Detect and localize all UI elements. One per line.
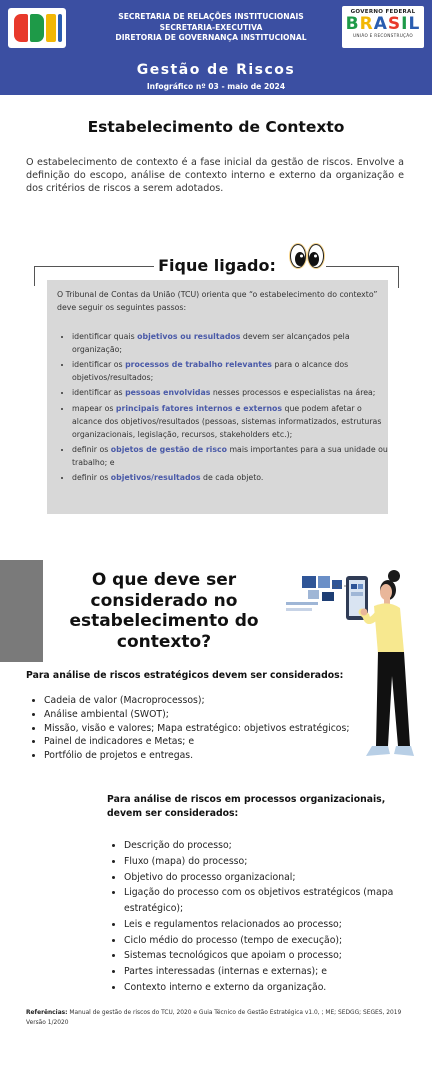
eyes-icon bbox=[287, 241, 327, 271]
references-text: Manual de gestão de riscos do TCU, 2020 e Guia Técnico de Gestão Estratégica v1.0, ; ME; SEDGG; SEGES, 2019 Versão 1/2020 bbox=[26, 1010, 402, 1026]
governo-federal-logo bbox=[342, 6, 424, 48]
section-title-contexto: Estabelecimento de Contexto bbox=[87, 118, 345, 136]
header-line-1: SECRETARIA DE RELAÇÕES INSTITUCIONAIS bbox=[118, 12, 304, 21]
gov-logo-bottom: UNIÃO E RECONSTRUÇÃO bbox=[353, 33, 413, 38]
list-item: • Fluxo (mapa) do processo; bbox=[124, 854, 424, 870]
frame-line-left-vertical bbox=[34, 266, 35, 286]
list-item: • Sistemas tecnológicos que apoiam o processo; bbox=[124, 948, 424, 964]
strategic-risks-lead: Para análise de riscos estratégicos devem ser considerados: bbox=[26, 670, 344, 681]
list-item: • definir os objetos de gestão de risco mais importantes para a sua unidade ou trabalho; e bbox=[72, 443, 394, 469]
list-item: • Partes interessadas (internas e externas); e bbox=[124, 964, 424, 980]
list-item: • identificar quais objetivos ou resultados devem ser alcançados pela organização; bbox=[72, 330, 394, 356]
list-item: • Leis e regulamentos relacionados ao processo; bbox=[124, 917, 424, 933]
decorative-grey-block bbox=[0, 560, 43, 662]
tcu-intro-text: O Tribunal de Contas da União (TCU) orienta que “o estabelecimento do contexto” deve seguir os seguintes passos: bbox=[57, 290, 378, 312]
list-item: • Painel de indicadores e Metas; e bbox=[44, 735, 374, 749]
intro-paragraph: O estabelecimento de contexto é a fase inicial da gestão de riscos. Envolve a definição do escopo, análise de contexto interno e externo da organização e dos critérios de riscos a serem adotados. bbox=[26, 157, 404, 194]
page-title: Gestão de Riscos bbox=[136, 62, 296, 78]
list-item: • Ciclo médio do processo (tempo de execução); bbox=[124, 933, 424, 949]
header-line-2: SECRETARIA-EXECUTIVA bbox=[159, 22, 263, 32]
references bbox=[26, 1008, 411, 1028]
frame-line-right-vertical bbox=[398, 266, 399, 288]
list-item: • identificar os processos de trabalho relevantes para o alcance dos objetivos/resultados; bbox=[72, 358, 394, 384]
list-item: • mapear os principais fatores internos e externos que podem afetar o alcance dos objetivos/resultados (pessoas, sistemas informatizados, estruturas organizacionais, legislação, recursos, stakeholders etc.); bbox=[72, 402, 394, 441]
frame-line-left bbox=[34, 266, 154, 267]
fique-ligado-title: Fique ligado: bbox=[158, 256, 276, 275]
header-institution-lines bbox=[86, 12, 336, 44]
gov-logo-main: BRASIL bbox=[345, 14, 421, 34]
process-risks-lead: Para análise de riscos em processos organizacionais, devem ser considerados: bbox=[107, 794, 386, 819]
list-item: • Análise ambiental (SWOT); bbox=[44, 708, 374, 722]
list-item: • Contexto interno e externo da organização. bbox=[124, 980, 424, 996]
list-item: • Ligação do processo com os objetivos estratégicos (mapa estratégico); bbox=[124, 885, 424, 916]
list-item: • Cadeia de valor (Macroprocessos); bbox=[44, 694, 374, 708]
process-risks-list bbox=[110, 838, 424, 996]
frame-line-right bbox=[326, 266, 399, 267]
list-item: • Portfólio de projetos e entregas. bbox=[44, 749, 374, 763]
list-item: • Objetivo do processo organizacional; bbox=[124, 870, 424, 886]
sri-logo bbox=[8, 8, 66, 48]
strategic-risks-list bbox=[30, 694, 374, 763]
header-line-3: DIRETORIA DE GOVERNANÇA INSTITUCIONAL bbox=[115, 33, 307, 42]
page-subtitle: Infográfico nº 03 - maio de 2024 bbox=[146, 82, 286, 91]
tcu-steps-list bbox=[58, 330, 394, 486]
list-item: • identificar as pessoas envolvidas nesses processos e especialistas na área; bbox=[72, 386, 394, 399]
list-item: • Missão, visão e valores; Mapa estratégico: objetivos estratégicos; bbox=[44, 722, 374, 736]
list-item: • Descrição do processo; bbox=[124, 838, 424, 854]
gov-logo-top: GOVERNO FEDERAL bbox=[350, 9, 416, 15]
list-item: • definir os objetivos/resultados de cada objeto. bbox=[72, 471, 394, 484]
section-title-considerado: O que deve ser considerado no estabelecimento do contexto? bbox=[69, 570, 259, 652]
references-label: Referências: bbox=[26, 1010, 68, 1016]
